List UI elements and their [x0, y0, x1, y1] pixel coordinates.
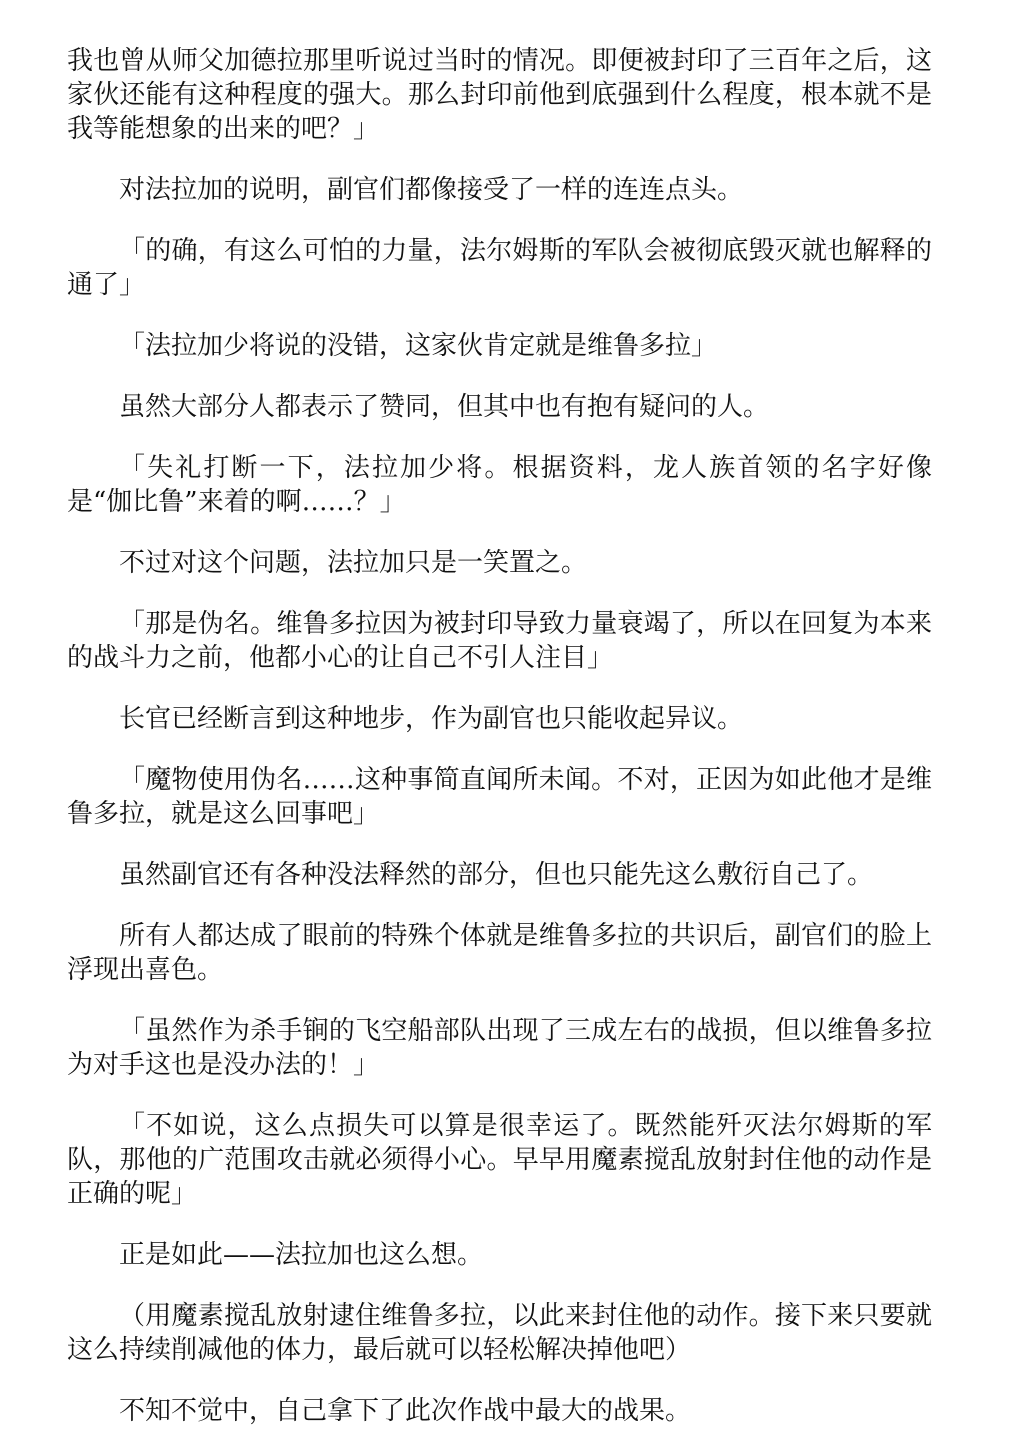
document-page [67, 44, 932, 1455]
paragraph-11: 虽然副官还有各种没法释然的部分，但也只能先这么敷衍自己了。 [119, 860, 874, 890]
paragraph-15: 正是如此——法拉加也这么想。 [119, 1240, 484, 1270]
paragraph-14: 「不如说，这么点损失可以算是很幸运了。既然能歼灭法尔姆斯的军队，那他的广范围攻击就必须得小心。早早用魔素搅乱放射封住他的动作是正确的呢」 [67, 1111, 932, 1209]
paragraph-8: 「那是伪名。维鲁多拉因为被封印导致力量衰竭了，所以在回复为本来的战斗力之前，他都小心的让自己不引人注目」 [67, 609, 932, 673]
paragraph-10: 「魔物使用伪名……这种事简直闻所未闻。不对，正因为如此他才是维鲁多拉，就是这么回事吧」 [67, 765, 932, 829]
paragraph-6: 「失礼打断一下，法拉加少将。根据资料，龙人族首领的名字好像是“伽比鲁”来着的啊……？」 [67, 453, 932, 517]
paragraph-5: 虽然大部分人都表示了赞同，但其中也有抱有疑问的人。 [119, 392, 770, 422]
paragraph-1: 我也曾从师父加德拉那里听说过当时的情况。即便被封印了三百年之后，这家伙还能有这种程度的强大。那么封印前他到底强到什么程度，根本就不是我等能想象的出来的吧？」 [67, 46, 932, 144]
paragraph-13: 「虽然作为杀手锏的飞空船部队出现了三成左右的战损，但以维鲁多拉为对手这也是没办法的！」 [67, 1016, 932, 1080]
paragraph-16: （用魔素搅乱放射逮住维鲁多拉，以此来封住他的动作。接下来只要就这么持续削减他的体力，最后就可以轻松解决掉他吧） [67, 1301, 932, 1365]
paragraph-2: 对法拉加的说明，副官们都像接受了一样的连连点头。 [119, 175, 744, 205]
paragraph-4: 「法拉加少将说的没错，这家伙肯定就是维鲁多拉」 [119, 331, 718, 361]
paragraph-7: 不过对这个问题，法拉加只是一笑置之。 [119, 548, 588, 578]
paragraph-12: 所有人都达成了眼前的特殊个体就是维鲁多拉的共识后，副官们的脸上浮现出喜色。 [67, 921, 932, 985]
paragraph-3: 「的确，有这么可怕的力量，法尔姆斯的军队会被彻底毁灭就也解释的通了」 [67, 236, 932, 300]
paragraph-9: 长官已经断言到这种地步，作为副官也只能收起异议。 [119, 704, 744, 734]
paragraph-17: 不知不觉中，自己拿下了此次作战中最大的战果。 [119, 1396, 692, 1426]
